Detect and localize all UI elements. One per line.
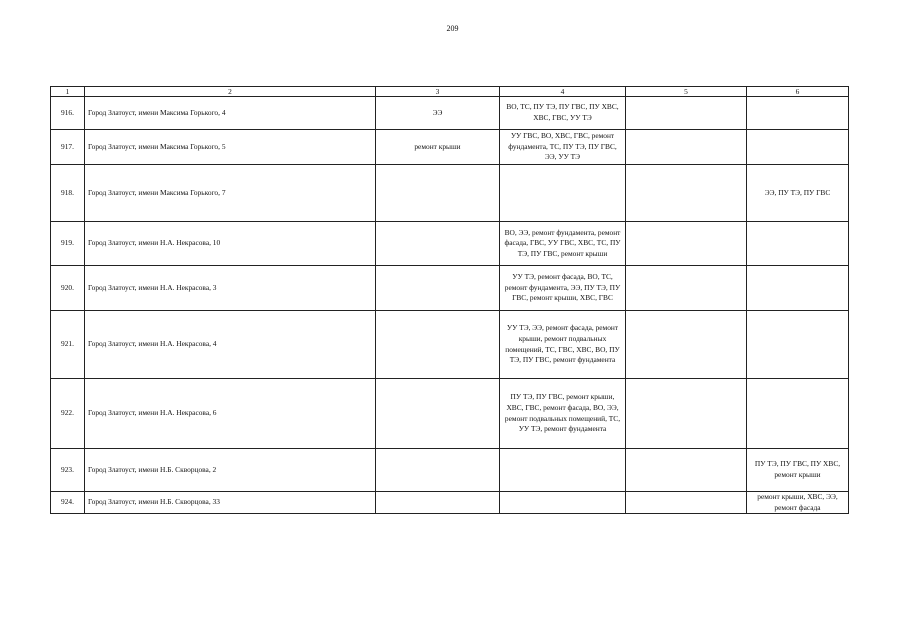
col6-cell [747, 222, 849, 266]
col4-cell: ВО, ЭЭ, ремонт фундамента, ремонт фасада, ГВС, УУ ГВС, ХВС, ТС, ПУ ТЭ, ПУ ГВС, ремонт крыши [500, 222, 626, 266]
col5-cell [626, 492, 747, 514]
table-row [51, 449, 849, 492]
address-cell: Город Златоуст, имени Максима Горького, 7 [85, 165, 376, 222]
col3-cell [376, 266, 500, 311]
page-number: 209 [446, 24, 459, 33]
col3-cell [376, 311, 500, 379]
col5-cell [626, 97, 747, 130]
col6-cell [747, 266, 849, 311]
col4-cell: УУ ТЭ, ЭЭ, ремонт фасада, ремонт крыши, ремонт подвальных помещений, ТС, ГВС, ХВС, ВО, ПУ ТЭ, ПУ ГВС, ремонт фундамента [500, 311, 626, 379]
address-cell: Город Златоуст, имени Н.А. Некрасова, 4 [85, 311, 376, 379]
address-cell: Город Златоуст, имени Н.Б. Скворцова, 33 [85, 492, 376, 514]
col4-cell: ПУ ТЭ, ПУ ГВС, ремонт крыши, ХВС, ГВС, ремонт фасада, ВО, ЭЭ, ремонт подвальных помещений, ТС, УУ ТЭ, ремонт фундамента [500, 379, 626, 449]
row-number: 923. [51, 449, 85, 492]
column-header: 6 [747, 87, 849, 97]
col3-cell [376, 165, 500, 222]
col5-cell [626, 266, 747, 311]
col5-cell [626, 130, 747, 165]
header-row [51, 87, 849, 97]
row-number: 924. [51, 492, 85, 514]
address-cell: Город Златоуст, имени Н.А. Некрасова, 10 [85, 222, 376, 266]
col3-cell [376, 449, 500, 492]
col6-cell [747, 130, 849, 165]
table-row [51, 311, 849, 379]
col3-cell [376, 492, 500, 514]
col4-cell [500, 165, 626, 222]
row-number: 922. [51, 379, 85, 449]
col6-cell: ЭЭ, ПУ ТЭ, ПУ ГВС [747, 165, 849, 222]
column-header: 5 [626, 87, 747, 97]
col6-cell: ПУ ТЭ, ПУ ГВС, ПУ ХВС, ремонт крыши [747, 449, 849, 492]
column-header: 4 [500, 87, 626, 97]
col6-cell [747, 97, 849, 130]
address-cell: Город Златоуст, имени Максима Горького, 4 [85, 97, 376, 130]
col4-cell: УУ ГВС, ВО, ХВС, ГВС, ремонт фундамента, ТС, ПУ ТЭ, ПУ ГВС, ЭЭ, УУ ТЭ [500, 130, 626, 165]
registry-table [50, 86, 849, 514]
col3-cell: ремонт крыши [376, 130, 500, 165]
col3-cell: ЭЭ [376, 97, 500, 130]
row-number: 918. [51, 165, 85, 222]
col4-cell: УУ ТЭ, ремонт фасада, ВО, ТС, ремонт фундамента, ЭЭ, ПУ ТЭ, ПУ ГВС, ремонт крыши, ХВС, ГВС [500, 266, 626, 311]
row-number: 916. [51, 97, 85, 130]
col4-cell [500, 449, 626, 492]
col6-cell [747, 379, 849, 449]
col3-cell [376, 379, 500, 449]
col5-cell [626, 449, 747, 492]
col6-cell [747, 311, 849, 379]
col3-cell [376, 222, 500, 266]
row-number: 919. [51, 222, 85, 266]
col5-cell [626, 222, 747, 266]
col5-cell [626, 379, 747, 449]
col4-cell: ВО, ТС, ПУ ТЭ, ПУ ГВС, ПУ ХВС, ХВС, ГВС, УУ ТЭ [500, 97, 626, 130]
table-row [51, 165, 849, 222]
table-row [51, 97, 849, 130]
table-row [51, 222, 849, 266]
address-cell: Город Златоуст, имени Максима Горького, 5 [85, 130, 376, 165]
column-header: 3 [376, 87, 500, 97]
col5-cell [626, 165, 747, 222]
col5-cell [626, 311, 747, 379]
column-header: 1 [51, 87, 85, 97]
address-cell: Город Златоуст, имени Н.А. Некрасова, 6 [85, 379, 376, 449]
row-number: 920. [51, 266, 85, 311]
address-cell: Город Златоуст, имени Н.А. Некрасова, 3 [85, 266, 376, 311]
row-number: 921. [51, 311, 85, 379]
col6-cell: ремонт крыши, ХВС, ЭЭ, ремонт фасада [747, 492, 849, 514]
column-header: 2 [85, 87, 376, 97]
table-row [51, 492, 849, 514]
table-row [51, 130, 849, 165]
table-row [51, 266, 849, 311]
address-cell: Город Златоуст, имени Н.Б. Скворцова, 2 [85, 449, 376, 492]
table-row [51, 379, 849, 449]
col4-cell [500, 492, 626, 514]
row-number: 917. [51, 130, 85, 165]
